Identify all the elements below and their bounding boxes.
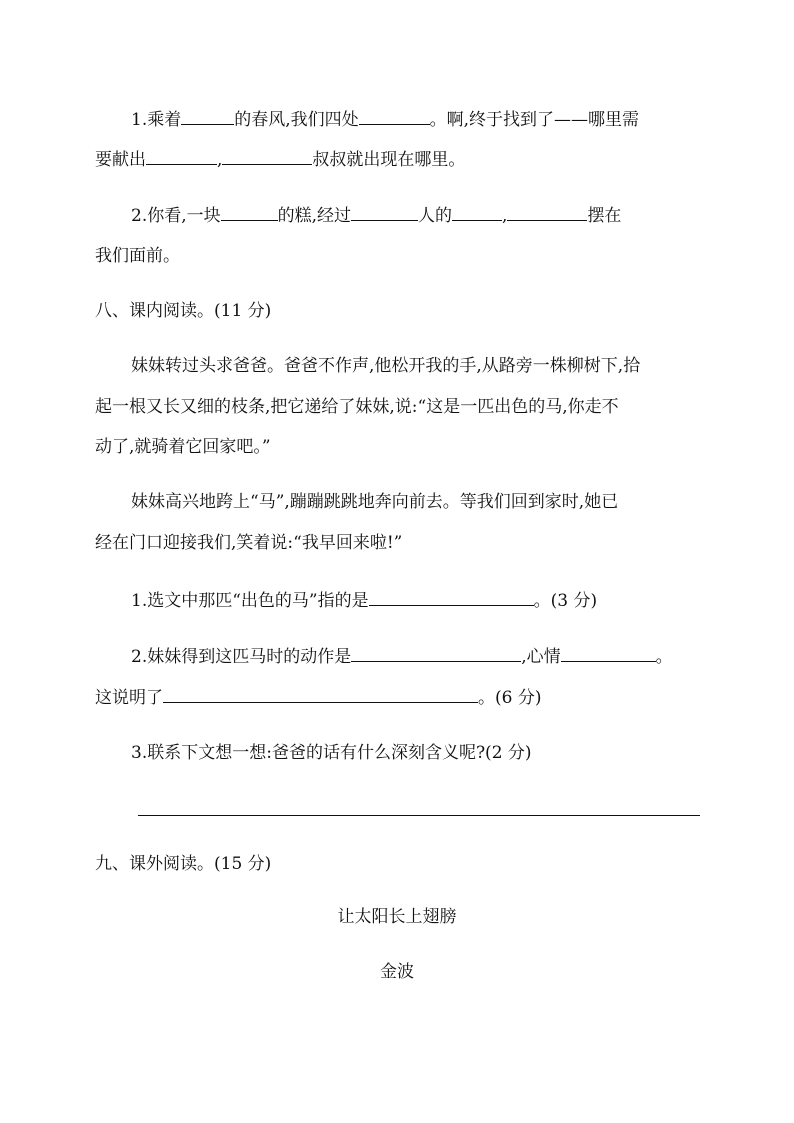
passage-line: 动了,就骑着它回家吧。” bbox=[95, 437, 271, 457]
blank[interactable] bbox=[351, 204, 418, 221]
blank[interactable] bbox=[452, 204, 502, 221]
article-author: 金波 bbox=[380, 962, 414, 982]
answer-blank[interactable] bbox=[369, 589, 534, 606]
answer-blank[interactable] bbox=[163, 686, 478, 703]
q7-item2-line1: 2.你看,一块 的糕,经过 人的 , 摆在 bbox=[131, 206, 622, 226]
q7-item1-line1: 1.乘着 的春风,我们四处 。啊,终于找到了——哪里需 bbox=[131, 110, 640, 130]
question-2-line1: 2.妹妹得到这匹马时的动作是 ,心情 。 bbox=[131, 647, 673, 667]
blank[interactable] bbox=[222, 148, 312, 165]
question-3: 3.联系下文想一想:爸爸的话有什么深刻含义呢?(2 分) bbox=[131, 743, 532, 763]
passage-line: 经在门口迎接我们,笑着说:“我早回来啦!” bbox=[95, 533, 403, 553]
section-heading-8: 八、课内阅读。(11 分) bbox=[95, 301, 272, 321]
blank[interactable] bbox=[221, 204, 278, 221]
section-heading-9: 九、课外阅读。(15 分) bbox=[95, 854, 272, 874]
answer-line[interactable] bbox=[138, 815, 700, 816]
q7-item1-line2: 要献出 , 叔叔就出现在哪里。 bbox=[95, 150, 466, 170]
blank[interactable] bbox=[359, 108, 430, 125]
passage-line: 起一根又长又细的枝条,把它递给了妹妹,说:“这是一匹出色的马,你走不 bbox=[95, 397, 619, 417]
question-1: 1.选文中那匹“出色的马”指的是 。(3 分) bbox=[131, 591, 598, 611]
answer-blank[interactable] bbox=[351, 645, 521, 662]
article-title: 让太阳长上翅膀 bbox=[337, 907, 457, 927]
blank[interactable] bbox=[507, 204, 587, 221]
blank[interactable] bbox=[146, 148, 217, 165]
passage-line: 妹妹转过头求爸爸。爸爸不作声,他松开我的手,从路旁一株柳树下,拾 bbox=[131, 356, 641, 376]
blank[interactable] bbox=[181, 108, 234, 125]
answer-blank[interactable] bbox=[561, 645, 656, 662]
passage-line: 妹妹高兴地跨上“马”,蹦蹦跳跳地奔向前去。等我们回到家时,她已 bbox=[131, 492, 619, 512]
q7-item2-line2: 我们面前。 bbox=[95, 246, 180, 266]
question-2-line2: 这说明了 。(6 分) bbox=[95, 688, 542, 708]
